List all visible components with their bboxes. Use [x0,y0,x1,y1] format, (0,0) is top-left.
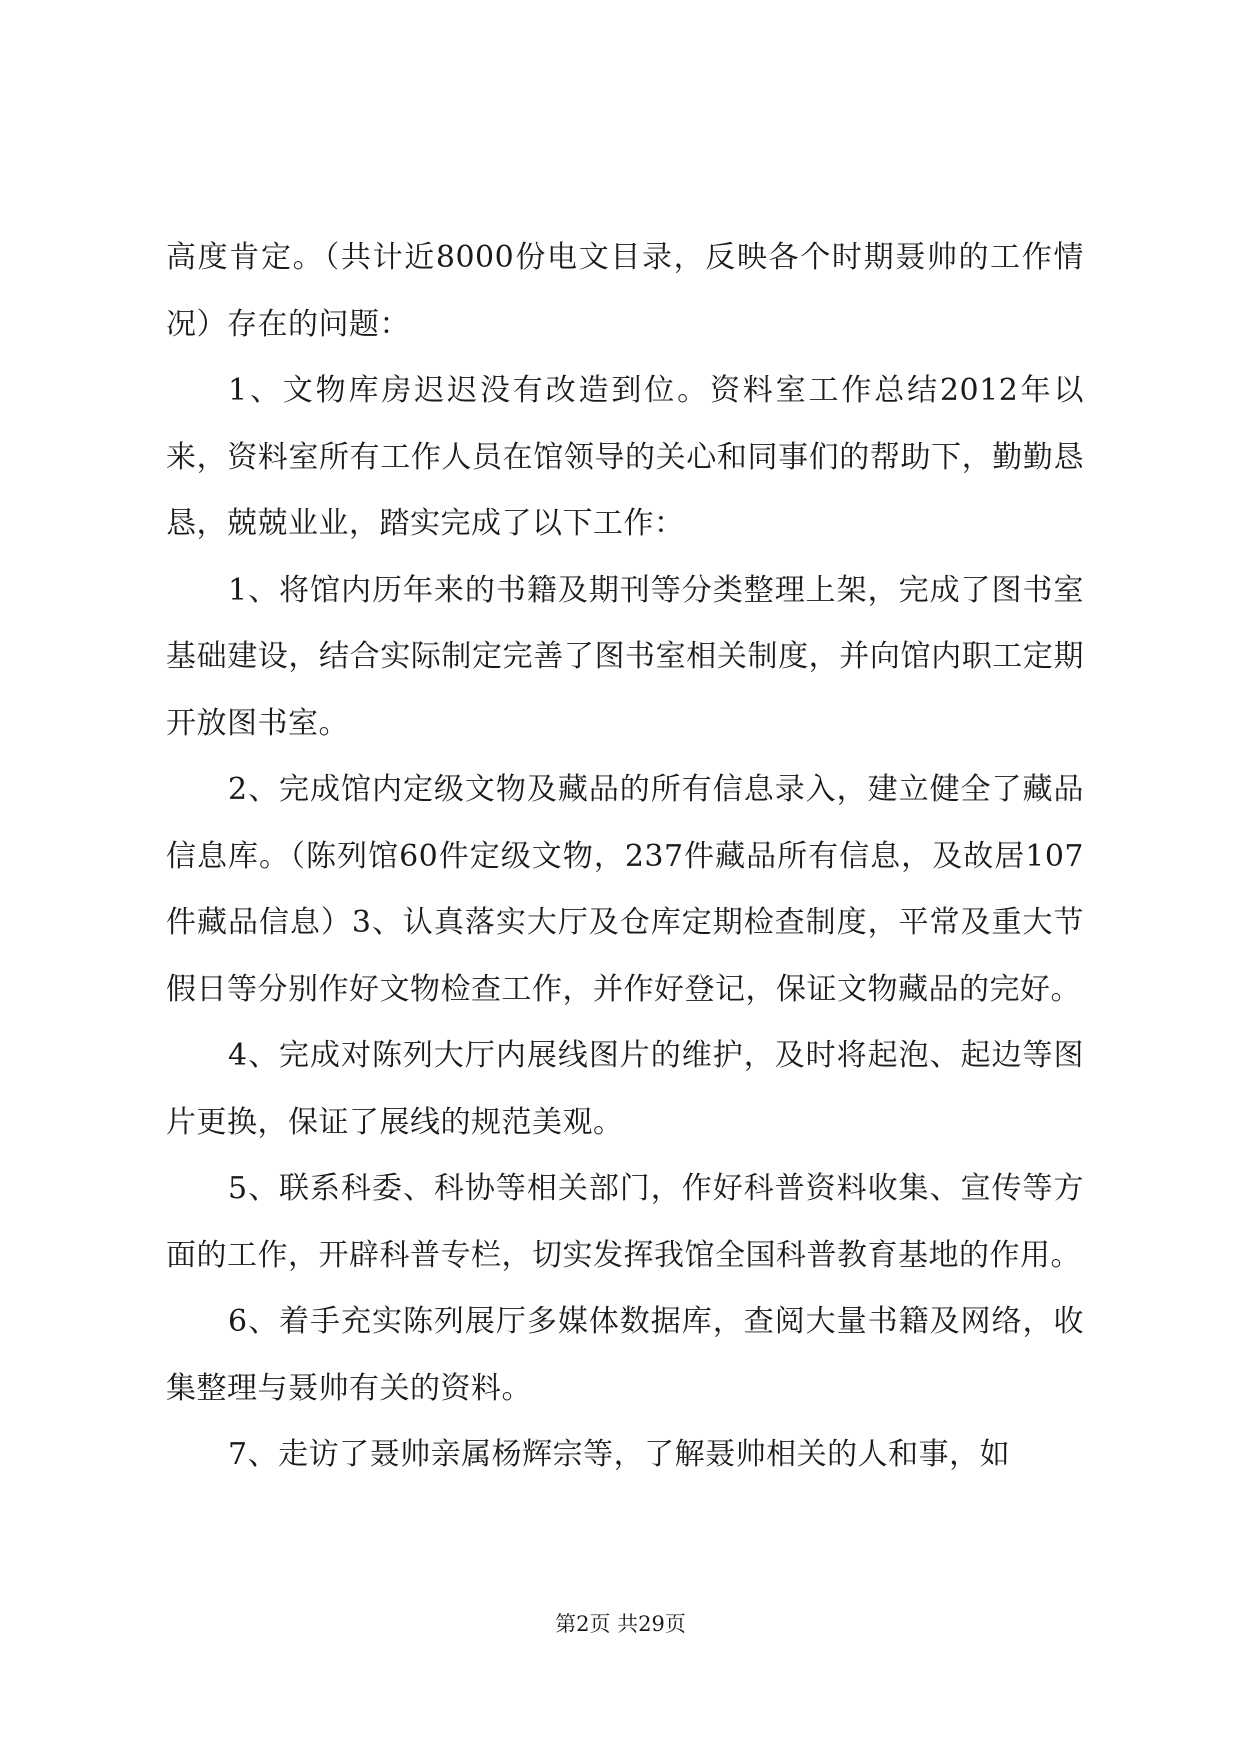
paragraph-8: 7、走访了聂帅亲属杨辉宗等，了解聂帅相关的人和事，如 [228,1437,1011,1472]
paragraph-2: 1、文物库房迟迟没有改造到位。资料室工作总结2012年以来，资料室所有工作人员在馆领导的关心和同事们的帮助下，勤勤恳恳，兢兢业业，踏实完成了以下工作： [166,373,1084,541]
paragraph-4: 2、完成馆内定级文物及藏品的所有信息录入，建立健全了藏品信息库。（陈列馆60件定级文物，237件藏品所有信息，及故居107件藏品信息）3、认真落实大厅及仓库定期检查制度，平常及重大节假日等分别作好文物检查工作，并作好登记，保证文物藏品的完好。 [166,772,1084,1007]
paragraph-7: 6、着手充实陈列展厅多媒体数据库，查阅大量书籍及网络，收集整理与聂帅有关的资料。 [166,1304,1084,1406]
paragraph-5: 4、完成对陈列大厅内展线图片的维护，及时将起泡、起边等图片更换，保证了展线的规范美观。 [166,1038,1084,1140]
document-body [166,225,1084,1489]
page-number-footer: 第2页 共29页 [555,1612,686,1636]
paragraph-3: 1、将馆内历年来的书籍及期刊等分类整理上架，完成了图书室基础建设，结合实际制定完善了图书室相关制度，并向馆内职工定期开放图书室。 [166,572,1084,741]
paragraph-6: 5、联系科委、科协等相关部门，作好科普资料收集、宣传等方面的工作，开辟科普专栏，切实发挥我馆全国科普教育基地的作用。 [166,1171,1084,1273]
paragraph-1: 高度肯定。（共计近8000份电文目录，反映各个时期聂帅的工作情况）存在的问题： [166,240,1084,342]
